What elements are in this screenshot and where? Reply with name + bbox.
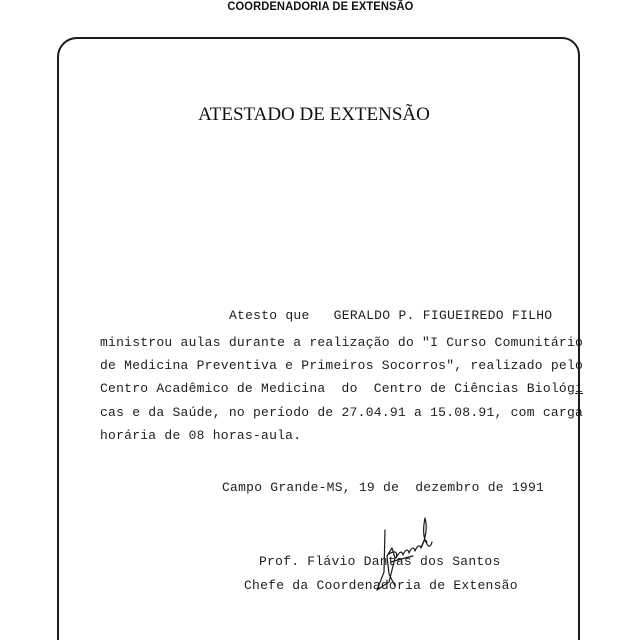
signatory-name: Prof. Flávio Dantas dos Santos (259, 554, 501, 569)
place-and-date: Campo Grande-MS, 19 de dezembro de 1991 (222, 480, 545, 495)
attested-person-name: GERALDO P. FIGUEIREDO FILHO (333, 308, 553, 323)
body-line-5: horária de 08 horas-aula. (100, 428, 302, 443)
attestation-intro: Atesto que (229, 308, 310, 323)
institution-unit-header: COORDENADORIA DE EXTENSÃO (227, 0, 414, 13)
body-line-3 (100, 381, 583, 396)
body-line-3-underlined-char: i (575, 381, 584, 396)
document-title: ATESTADO DE EXTENSÃO (198, 104, 430, 125)
body-line-2: de Medicina Preventiva e Primeiros Socorros", realizado pelo (100, 358, 584, 373)
body-line-4: cas e da Saúde, no período de 27.04.91 a 15.08.91, com carga (100, 405, 584, 420)
signatory-role: Chefe da Coordenadoria de Extensão (244, 578, 518, 593)
body-line-1: ministrou aulas durante a realização do "I Curso Comunitário (100, 335, 584, 350)
body-line-3-text: Centro Acadêmico de Medicina do Centro de Ciências Biológ (100, 381, 576, 396)
attestation-intro-line (229, 308, 552, 323)
